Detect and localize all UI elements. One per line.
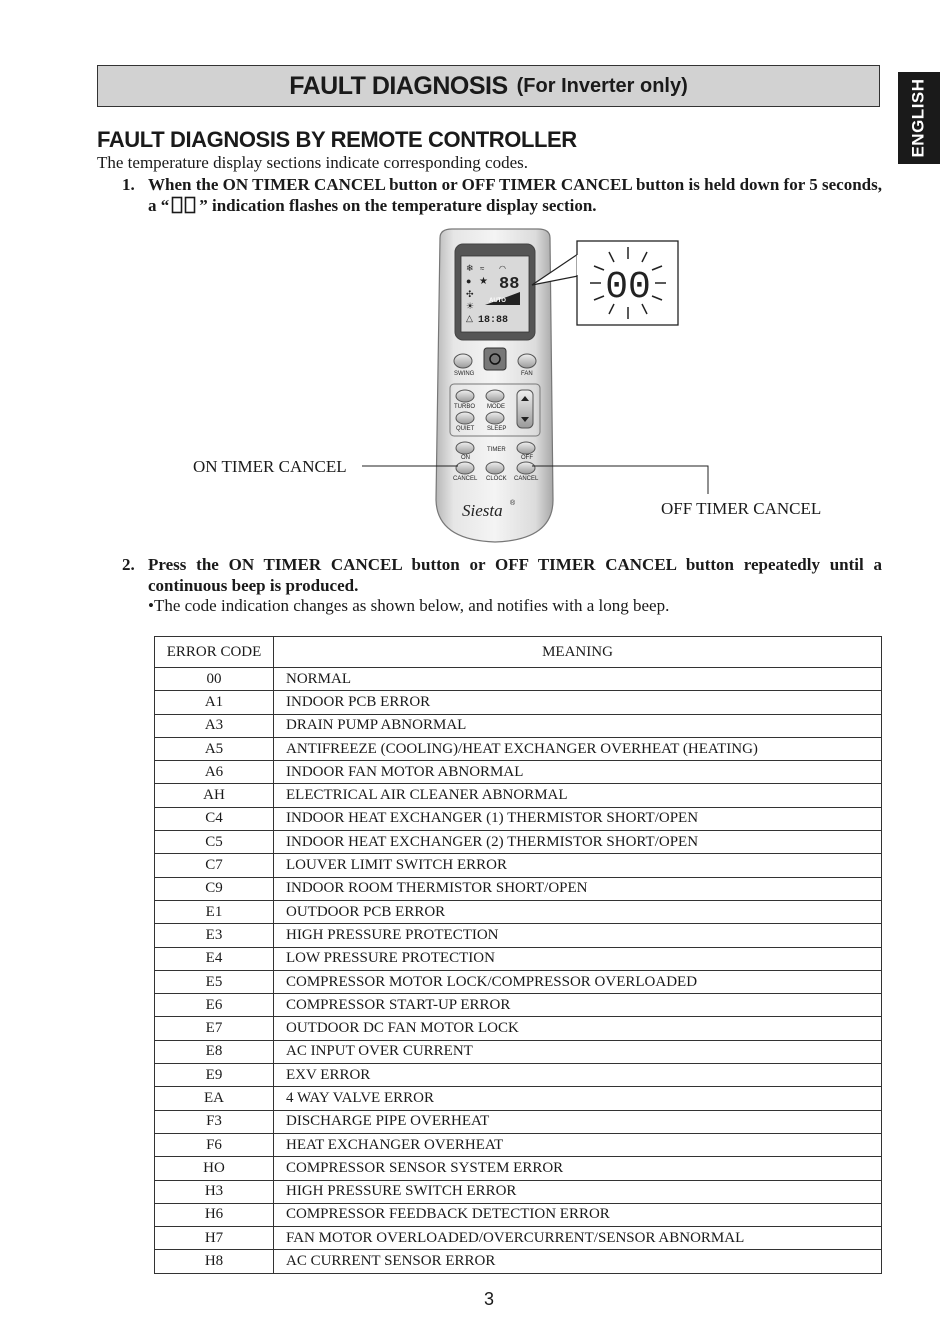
error-code-cell: E7 (155, 1017, 274, 1040)
error-code-cell: H6 (155, 1203, 274, 1226)
table-row (155, 807, 882, 830)
error-code-cell: C7 (155, 854, 274, 877)
step-text: Press the ON TIMER CANCEL button or OFF TIMER CANCEL button repeatedly until a continuous beep is produced. (148, 555, 882, 595)
turbo-label: TURBO (454, 404, 475, 410)
meaning-cell: COMPRESSOR FEEDBACK DETECTION ERROR (274, 1203, 882, 1226)
timer-label: TIMER (487, 447, 506, 453)
table-row (155, 831, 882, 854)
meaning-cell: DRAIN PUMP ABNORMAL (274, 714, 882, 737)
meaning-cell: HEAT EXCHANGER OVERHEAT (274, 1133, 882, 1156)
clock-label: CLOCK (486, 476, 507, 482)
table-row (155, 924, 882, 947)
column-header-code: ERROR CODE (155, 637, 274, 668)
error-code-cell: E3 (155, 924, 274, 947)
table-row (155, 714, 882, 737)
meaning-cell: INDOOR HEAT EXCHANGER (1) THERMISTOR SHORT/OPEN (274, 807, 882, 830)
meaning-cell: OUTDOOR PCB ERROR (274, 900, 882, 923)
lcd-auto: AUTO (489, 298, 506, 304)
meaning-cell: INDOOR FAN MOTOR ABNORMAL (274, 761, 882, 784)
lcd-timer-digits: 18:88 (478, 315, 509, 326)
error-code-cell: H7 (155, 1227, 274, 1250)
step-2 (122, 554, 882, 596)
error-code-cell: A1 (155, 691, 274, 714)
meaning-cell: NORMAL (274, 668, 882, 691)
fan-button (518, 354, 536, 368)
on-timer-cancel-button (456, 462, 474, 474)
sleep-label: SLEEP (487, 426, 507, 432)
meaning-cell: COMPRESSOR START-UP ERROR (274, 994, 882, 1017)
error-code-table (154, 636, 882, 1274)
off-timer-button (517, 442, 535, 454)
meaning-cell: INDOOR ROOM THERMISTOR SHORT/OPEN (274, 877, 882, 900)
quiet-label: QUIET (456, 426, 475, 432)
power-button (484, 348, 506, 370)
error-code-cell: E5 (155, 970, 274, 993)
quiet-button (456, 412, 474, 424)
step-text-after: ” indication flashes on the temperature display section. (199, 196, 597, 215)
error-code-cell: E1 (155, 900, 274, 923)
error-code-cell: EA (155, 1087, 274, 1110)
svg-text:☀: ☀ (466, 301, 475, 311)
error-code-cell: 00 (155, 668, 274, 691)
language-tab-label: ENGLISH (909, 78, 928, 158)
page-number: 3 (483, 1289, 494, 1309)
on-timer-button (456, 442, 474, 454)
table-row (155, 691, 882, 714)
error-code-cell: A5 (155, 737, 274, 760)
sleep-button (486, 412, 504, 424)
error-code-cell: A3 (155, 714, 274, 737)
error-code-cell: E4 (155, 947, 274, 970)
turbo-button (456, 390, 474, 402)
brand-logo: Siesta (462, 501, 503, 520)
error-code-cell: F3 (155, 1110, 274, 1133)
table-row (155, 761, 882, 784)
on-timer-cancel-label: ON TIMER CANCEL (193, 457, 347, 476)
error-code-cell: HO (155, 1157, 274, 1180)
brand-registered: ® (510, 500, 516, 507)
meaning-cell: LOUVER LIMIT SWITCH ERROR (274, 854, 882, 877)
table-row (155, 1110, 882, 1133)
table-row (155, 994, 882, 1017)
mode-label: MODE (487, 404, 505, 410)
meaning-cell: INDOOR PCB ERROR (274, 691, 882, 714)
remote-diagram (0, 0, 950, 560)
table-row (155, 1133, 882, 1156)
column-header-meaning: MEANING (274, 637, 882, 668)
meaning-cell: AC INPUT OVER CURRENT (274, 1040, 882, 1063)
error-code-cell: AH (155, 784, 274, 807)
mode-button (486, 390, 504, 402)
error-code-cell: H8 (155, 1250, 274, 1273)
on-cancel-label: CANCEL (453, 476, 478, 482)
error-code-cell: C4 (155, 807, 274, 830)
table-row (155, 1203, 882, 1226)
swing-label: SWING (454, 371, 475, 377)
intro-text: The temperature display sections indicate corresponding codes. (97, 153, 528, 172)
error-code-cell: C9 (155, 877, 274, 900)
off-label: OFF (521, 455, 533, 461)
meaning-cell: EXV ERROR (274, 1064, 882, 1087)
callout-code: 00 (605, 266, 651, 309)
meaning-cell: FAN MOTOR OVERLOADED/OVERCURRENT/SENSOR ABNORMAL (274, 1227, 882, 1250)
table-header-row (155, 637, 882, 668)
table-row (155, 947, 882, 970)
table-row (155, 1040, 882, 1063)
meaning-cell: ANTIFREEZE (COOLING)/HEAT EXCHANGER OVERHEAT (HEATING) (274, 737, 882, 760)
meaning-cell: 4 WAY VALVE ERROR (274, 1087, 882, 1110)
table-row (155, 668, 882, 691)
svg-text:△: △ (466, 313, 473, 323)
error-code-cell: F6 (155, 1133, 274, 1156)
off-timer-cancel-button (517, 462, 535, 474)
error-code-cell: E8 (155, 1040, 274, 1063)
page-title: FAULT DIAGNOSIS (289, 71, 508, 100)
lcd-digits: 88 (499, 275, 520, 294)
table-row (155, 784, 882, 807)
error-code-cell: H3 (155, 1180, 274, 1203)
step-text-before: When the ON TIMER CANCEL button or OFF TIMER CANCEL button is held down for 5 seconds, a “ (148, 175, 882, 215)
table-row (155, 1250, 882, 1273)
error-code-cell: E6 (155, 994, 274, 1017)
meaning-cell: HIGH PRESSURE SWITCH ERROR (274, 1180, 882, 1203)
svg-text:★: ★ (479, 276, 488, 287)
svg-text:✣: ✣ (466, 289, 474, 299)
meaning-cell: ELECTRICAL AIR CLEANER ABNORMAL (274, 784, 882, 807)
clock-button (486, 462, 504, 474)
table-row (155, 1017, 882, 1040)
meaning-cell: COMPRESSOR MOTOR LOCK/COMPRESSOR OVERLOADED (274, 970, 882, 993)
error-code-cell: C5 (155, 831, 274, 854)
table-row (155, 970, 882, 993)
table-row (155, 1180, 882, 1203)
error-code-cell: E9 (155, 1064, 274, 1087)
meaning-cell: LOW PRESSURE PROTECTION (274, 947, 882, 970)
table-row (155, 1087, 882, 1110)
table-row (155, 737, 882, 760)
meaning-cell: OUTDOOR DC FAN MOTOR LOCK (274, 1017, 882, 1040)
section-heading: FAULT DIAGNOSIS BY REMOTE CONTROLLER (97, 127, 577, 152)
error-code-cell: A6 (155, 761, 274, 784)
temp-rocker (517, 390, 533, 428)
step-bullet: •The code indication changes as shown below, and notifies with a long beep. (148, 596, 670, 615)
svg-text:≈: ≈ (480, 264, 485, 273)
fan-label: FAN (521, 371, 533, 377)
on-label: ON (461, 455, 470, 461)
off-cancel-leader (532, 466, 708, 494)
table-row (155, 854, 882, 877)
meaning-cell: HIGH PRESSURE PROTECTION (274, 924, 882, 947)
off-timer-cancel-label: OFF TIMER CANCEL (661, 499, 822, 518)
meaning-cell: AC CURRENT SENSOR ERROR (274, 1250, 882, 1273)
svg-text:●: ● (466, 276, 472, 286)
page-subtitle: (For Inverter only) (516, 74, 688, 97)
table-body (155, 668, 882, 1274)
off-cancel-label: CANCEL (514, 476, 539, 482)
table-row (155, 877, 882, 900)
meaning-cell: INDOOR HEAT EXCHANGER (2) THERMISTOR SHORT/OPEN (274, 831, 882, 854)
table-row (155, 1227, 882, 1250)
swing-button (454, 354, 472, 368)
svg-text:◠: ◠ (499, 264, 506, 273)
step-number: 2. (122, 555, 135, 574)
meaning-cell: COMPRESSOR SENSOR SYSTEM ERROR (274, 1157, 882, 1180)
table-row (155, 1064, 882, 1087)
table-row (155, 900, 882, 923)
step-number: 1. (122, 175, 135, 194)
table-row (155, 1157, 882, 1180)
svg-text:❄: ❄ (466, 263, 474, 273)
meaning-cell: DISCHARGE PIPE OVERHEAT (274, 1110, 882, 1133)
